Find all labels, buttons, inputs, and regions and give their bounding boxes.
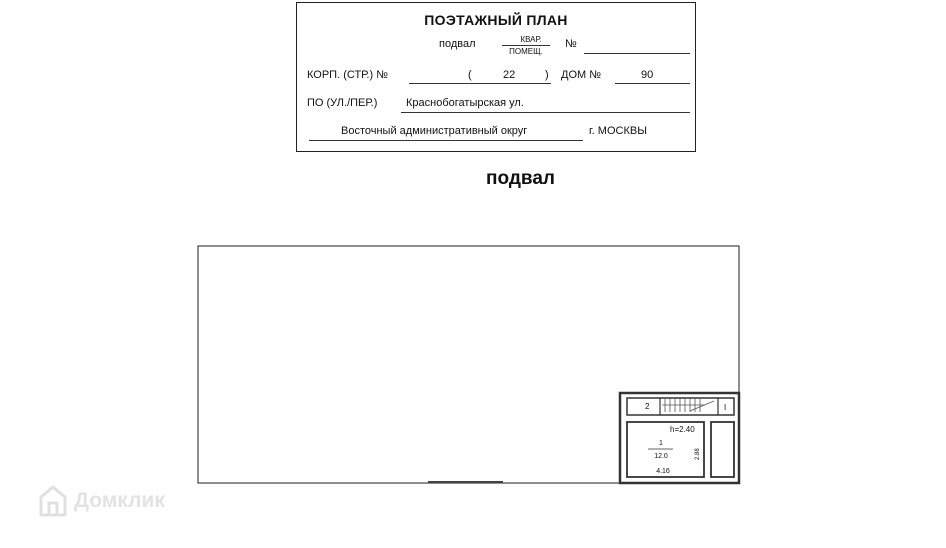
ceiling-height: h=2.40 (670, 425, 695, 434)
house-value: 90 (641, 69, 654, 81)
room-1-number: 1 (659, 440, 663, 447)
side-niche (711, 422, 734, 477)
house-label: ДОМ № (561, 69, 602, 81)
unit-type-top: КВАР. (520, 35, 542, 44)
city-value: г. МОСКВЫ (589, 125, 647, 137)
korp-paren-close: ) (545, 69, 549, 81)
room-i-label: I (724, 403, 727, 412)
house-logo-icon (38, 484, 68, 518)
floor-heading: подвал (486, 168, 555, 189)
korp-paren-open: ( (468, 69, 472, 81)
staircase-icon (662, 398, 714, 412)
watermark (38, 484, 165, 518)
room-2-number: 2 (645, 402, 650, 411)
room-1-area: 12.0 (654, 453, 668, 460)
stamp-title: ПОЭТАЖНЫЙ ПЛАН (424, 12, 568, 28)
unit-outline (620, 393, 739, 483)
unit-type-bottom: ПОМЕЩ. (509, 47, 543, 56)
district-value: Восточный административный округ (341, 125, 528, 137)
room-1-width: 4.16 (656, 468, 670, 475)
floor-value: подвал (439, 38, 476, 50)
watermark-text: Домклик (74, 489, 165, 512)
street-label: ПО (УЛ./ПЕР.) (307, 97, 378, 109)
street-value: Краснобогатырская ул. (406, 97, 524, 109)
room-1-depth: 2.88 (695, 448, 701, 460)
number-sign: № (565, 38, 577, 50)
korp-label: КОРП. (СТР.) № (307, 69, 388, 81)
building-outline (198, 246, 739, 483)
korp-value: 22 (503, 69, 516, 81)
